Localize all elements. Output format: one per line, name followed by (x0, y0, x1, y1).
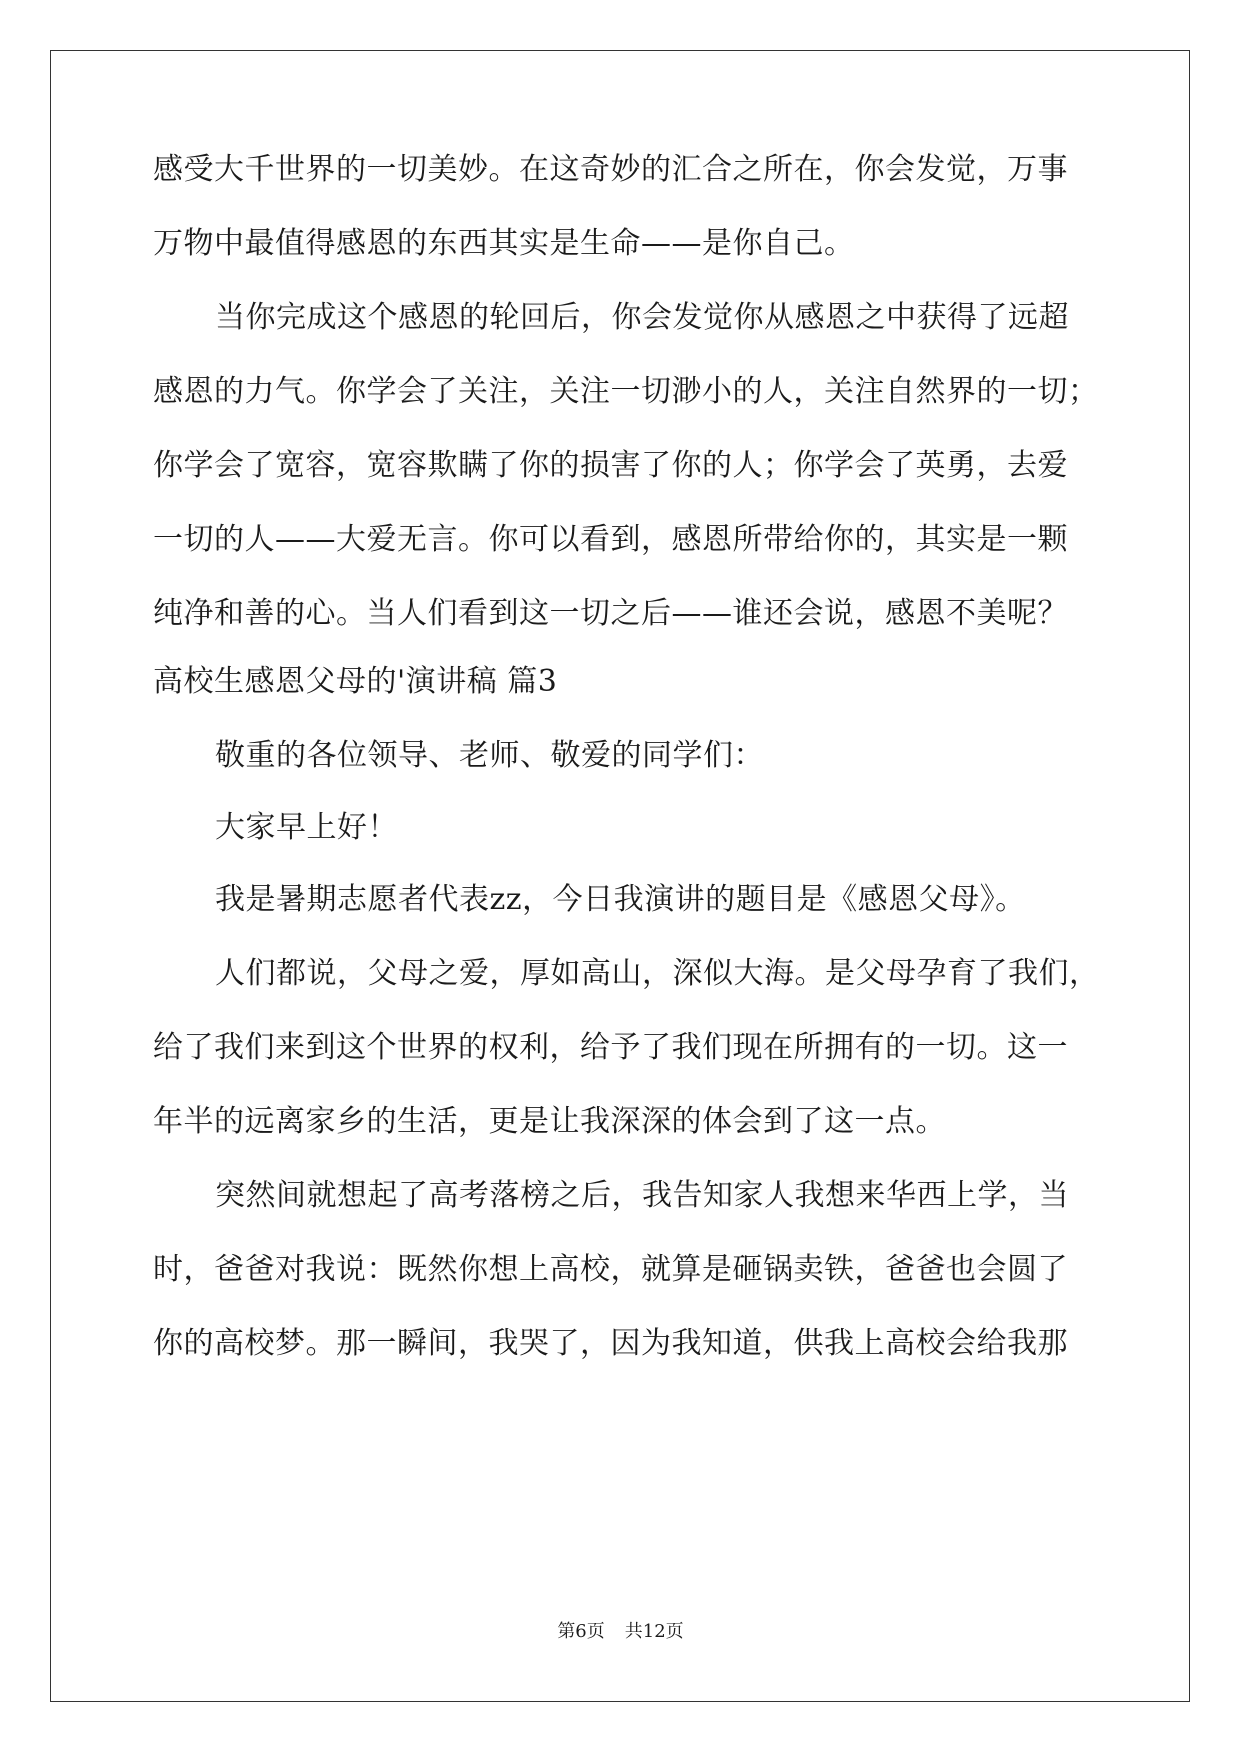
body-line-1: 感受大千世界的一切美妙。在这奇妙的汇合之所在，你会发觉，万事 (153, 152, 1068, 187)
body-line-6: 一切的人——大爱无言。你可以看到，感恩所带给你的，其实是一颗 (153, 522, 1068, 557)
greeting: 大家早上好！ (215, 810, 398, 845)
body-line-13: 你的高校梦。那一瞬间，我哭了，因为我知道，供我上高校会给我那 (153, 1326, 1068, 1361)
body-line-8: 人们都说，父母之爱，厚如高山，深似大海。是父母孕育了我们， (215, 956, 1100, 991)
body-line-4: 感恩的力气。你学会了关注，关注一切渺小的人，关注自然界的一切； (153, 374, 1099, 409)
page-border (50, 50, 1190, 1702)
body-line-5: 你学会了宽容，宽容欺瞒了你的损害了你的人；你学会了英勇，去爱 (153, 448, 1068, 483)
body-line-9: 给了我们来到这个世界的权利，给予了我们现在所拥有的一切。这一 (153, 1030, 1068, 1065)
page-total: 共12页 (624, 1621, 684, 1642)
body-line-12: 时，爸爸对我说：既然你想上高校，就算是砸锅卖铁，爸爸也会圆了 (153, 1252, 1068, 1287)
body-line-2: 万物中最值得感恩的东西其实是生命——是你自己。 (153, 226, 855, 261)
body-line-11: 突然间就想起了高考落榜之后，我告知家人我想来华西上学，当 (215, 1178, 1069, 1213)
page-number: 第6页 (557, 1621, 605, 1642)
speaker-intro: 我是暑期志愿者代表zz，今日我演讲的题目是《感恩父母》。 (215, 882, 1026, 917)
body-line-3: 当你完成这个感恩的轮回后，你会发觉你从感恩之中获得了远超 (215, 300, 1069, 335)
page-footer (0, 1620, 1241, 1644)
body-line-10: 年半的远离家乡的生活，更是让我深深的体会到了这一点。 (153, 1104, 946, 1139)
body-line-7: 纯净和善的心。当人们看到这一切之后——谁还会说，感恩不美呢？ (153, 596, 1068, 631)
salutation: 敬重的各位领导、老师、敬爱的同学们： (215, 738, 764, 773)
section-heading: 高校生感恩父母的'演讲稿 篇3 (153, 664, 558, 699)
